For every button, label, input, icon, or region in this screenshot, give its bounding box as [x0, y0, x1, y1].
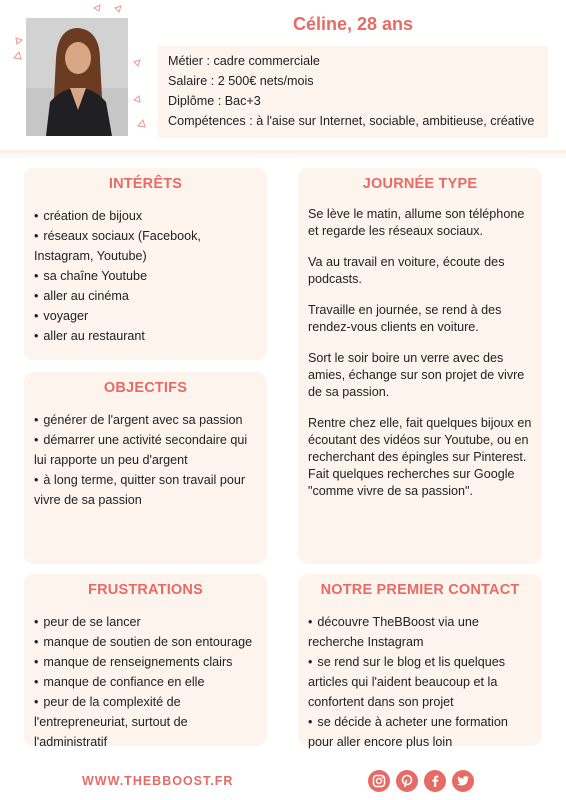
card-title: JOURNÉE TYPE — [362, 176, 478, 192]
section-divider — [0, 150, 566, 160]
list-item: • peur de se lancer — [34, 612, 257, 632]
card-frustrations — [24, 574, 267, 749]
journee-paragraph: Rentre chez elle, fait quelques bijoux en écoutant des vidéos sur Youtube, ou en recherchant des épingles sur Pinterest. Fait quelques recherches sur Google "comme vivre de sa passion". — [308, 416, 532, 498]
list-item: • manque de confiance en elle — [34, 672, 257, 692]
contact-list — [308, 612, 532, 752]
pinterest-icon[interactable] — [396, 770, 418, 792]
journee-paragraph: Travaille en journée, se rend à des rendez-vous clients en voiture. — [308, 303, 502, 334]
frustrations-list — [34, 612, 257, 752]
twitter-icon[interactable] — [452, 770, 474, 792]
info-skills: Compétences : à l'aise sur Internet, sociable, ambitieuse, créative — [168, 114, 535, 128]
list-item: • aller au cinéma — [34, 286, 257, 306]
interets-list — [34, 206, 257, 346]
list-item: • réseaux sociaux (Facebook, Instagram, Youtube) — [34, 226, 257, 266]
card-interets — [24, 168, 267, 360]
card-premier-contact — [298, 574, 542, 749]
list-item: • manque de renseignements clairs — [34, 652, 257, 672]
objectifs-list — [34, 410, 257, 510]
list-item: • sa chaîne Youtube — [34, 266, 257, 286]
card-title: FRUSTRATIONS — [88, 582, 203, 598]
card-journee-type — [298, 168, 542, 564]
journee-paragraph: Se lève le matin, allume son téléphone et regarde les réseaux sociaux. — [308, 207, 525, 238]
list-item: • à long terme, quitter son travail pour vivre de sa passion — [34, 470, 257, 510]
card-title: INTÉRÊTS — [108, 176, 183, 192]
persona-name: Céline, 28 ans — [292, 14, 414, 34]
info-salary: Salaire : 2 500€ nets/mois — [168, 74, 314, 88]
website-link[interactable]: WWW.THEBBOOST.FR — [82, 774, 234, 788]
list-item: • découvre TheBBoost via une recherche Instagram — [308, 612, 532, 652]
card-title: OBJECTIFS — [103, 380, 188, 396]
journee-paragraph: Va au travail en voiture, écoute des podcasts. — [308, 255, 505, 286]
card-title: NOTRE PREMIER CONTACT — [320, 582, 520, 598]
profile-photo — [26, 18, 128, 136]
card-objectifs — [24, 372, 267, 564]
list-item: • manque de soutien de son entourage — [34, 632, 257, 652]
list-item: • se rend sur le blog et lis quelques articles qui l'aident beaucoup et la confortent dans son projet — [308, 652, 532, 712]
list-item: • création de bijoux — [34, 206, 257, 226]
list-item: • peur de la complexité de l'entrepreneuriat, surtout de l'administratif — [34, 692, 257, 752]
info-diploma: Diplôme : Bac+3 — [168, 94, 261, 108]
list-item: • générer de l'argent avec sa passion — [34, 410, 257, 430]
persona-info-box — [158, 46, 548, 138]
info-job: Métier : cadre commerciale — [168, 54, 320, 68]
journee-paragraph: Sort le soir boire un verre avec des amies, échange sur son projet de vivre de sa passion. — [308, 351, 525, 399]
list-item: • démarrer une activité secondaire qui lui rapporte un peu d'argent — [34, 430, 257, 470]
instagram-icon[interactable] — [368, 770, 390, 792]
list-item: • se décide à acheter une formation pour aller encore plus loin — [308, 712, 532, 752]
list-item: • aller au restaurant — [34, 326, 257, 346]
facebook-icon[interactable] — [424, 770, 446, 792]
list-item: • voyager — [34, 306, 257, 326]
